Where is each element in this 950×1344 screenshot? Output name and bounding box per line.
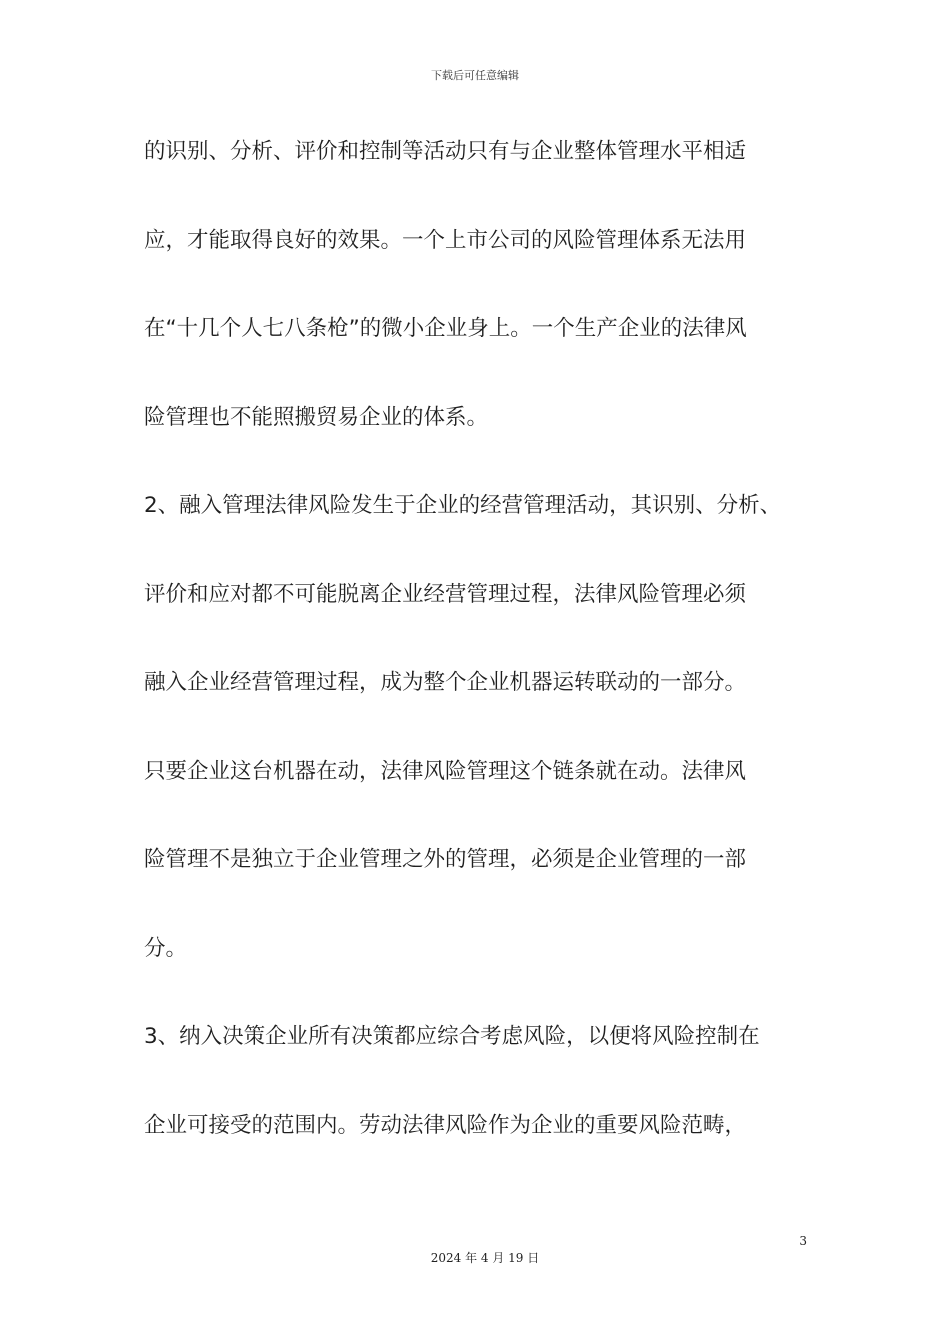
text-line: 2、融入管理法律风险发生于企业的经营管理活动，其识别、分析、 (144, 493, 782, 518)
text-line: 评价和应对都不可能脱离企业经营管理过程，法律风险管理必须 (144, 581, 747, 607)
text-line: 融入企业经营管理过程，成为整个企业机器运转联动的一部分。 (144, 670, 747, 695)
text-line: 3、纳入决策企业所有决策都应综合考虑风险，以便将风险控制在 (144, 1024, 760, 1049)
text-line: 应，才能取得良好的效果。一个上市公司的风险管理体系无法用 (144, 227, 747, 253)
page-number: 3 (799, 1234, 807, 1248)
body-text (144, 130, 834, 1192)
text-line: 险管理不是独立于企业管理之外的管理，必须是企业管理的一部 (144, 847, 747, 872)
text-line: 的识别、分析、评价和控制等活动只有与企业整体管理水平相适 (144, 139, 747, 164)
page-header: 下载后可任意编辑 (431, 69, 519, 82)
text-line: 在“十几个人七八条枪”的微小企业身上。一个生产企业的法律风 (144, 316, 747, 341)
text-line: 企业可接受的范围内。劳动法律风险作为企业的重要风险范畴， (144, 1112, 747, 1138)
text-line: 只要企业这台机器在动，法律风险管理这个链条就在动。法律风 (144, 758, 747, 784)
text-line: 险管理也不能照搬贸易企业的体系。 (144, 404, 489, 430)
text-line: 分。 (144, 935, 188, 961)
footer-date: 2024 年 4 月 19 日 (430, 1251, 540, 1265)
